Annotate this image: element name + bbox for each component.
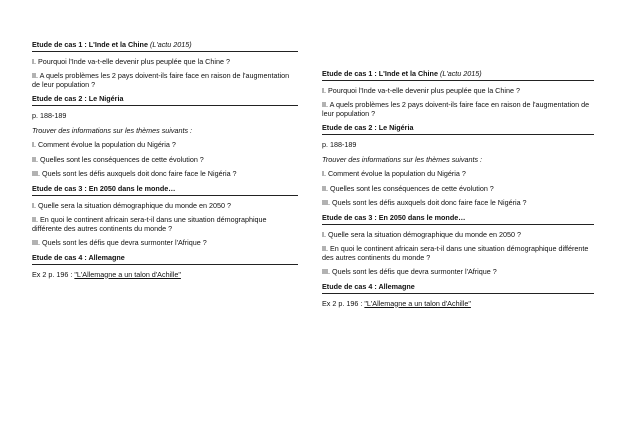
case-3-question-3: III. Quels sont les défis que devra surmonter l'Afrique ? <box>322 267 497 277</box>
case-3-title: Etude de cas 3 : En 2050 dans le monde… <box>322 214 594 225</box>
case-2-question-1: I. Comment évolue la population du Nigéria ? <box>322 169 466 179</box>
case-2-question-3: III. Quels sont les défis auxquels doit donc faire face le Nigéria ? <box>32 169 237 179</box>
case-1-heading: Etude de cas 1 : L'Inde et la Chine <box>322 69 438 78</box>
worksheet-right <box>322 70 594 314</box>
case-4-exercise <box>322 300 594 309</box>
case-3-question-2: II. En quoi le continent africain sera-t-il dans une situation démographique différente des autres continents du monde ? <box>32 215 267 233</box>
case-1-title <box>322 70 594 81</box>
case-4-title: Etude de cas 4 : Allemagne <box>32 254 298 265</box>
case-3-question-2: II. En quoi le continent africain sera-t-il dans une situation démographique différente des autres continents du monde ? <box>322 244 589 262</box>
case-4-exercise <box>32 271 298 280</box>
worksheet-left <box>32 41 298 285</box>
case-2-question-2: II. Quelles sont les conséquences de cette évolution ? <box>322 183 494 193</box>
case-4-exercise-label: Ex 2 p. 196 : <box>322 298 365 308</box>
case-2-pages: p. 188-189 <box>32 110 67 120</box>
case-1-source: (L'actu 2015) <box>149 40 192 49</box>
case-4-reference: "L'Allemagne a un talon d'Achille" <box>74 269 181 279</box>
case-2-question-1: I. Comment évolue la population du Nigéria ? <box>32 140 176 150</box>
case-1-question-2: II. A quels problèmes les 2 pays doivent-ils faire face en raison de l'augmentation de leur population ? <box>322 100 590 118</box>
case-3-question-1: I. Quelle sera la situation démographique du monde en 2050 ? <box>32 200 231 210</box>
case-1-question-1: I. Pourquoi l'Inde va-t-elle devenir plus peuplée que la Chine ? <box>322 85 520 95</box>
case-2-instruction: Trouver des informations sur les thèmes suivants : <box>32 125 193 135</box>
case-1-source: (L'actu 2015) <box>439 69 482 78</box>
case-3-question-3: III. Quels sont les défis que devra surmonter l'Afrique ? <box>32 238 207 248</box>
case-2-instruction: Trouver des informations sur les thèmes suivants : <box>322 154 483 164</box>
case-4-title: Etude de cas 4 : Allemagne <box>322 283 594 294</box>
case-4-exercise-label: Ex 2 p. 196 : <box>32 269 75 279</box>
case-1-question-1: I. Pourquoi l'Inde va-t-elle devenir plus peuplée que la Chine ? <box>32 56 230 66</box>
case-2-question-2: II. Quelles sont les conséquences de cette évolution ? <box>32 154 204 164</box>
case-1-heading: Etude de cas 1 : L'Inde et la Chine <box>32 40 148 49</box>
case-1-question-2: II. A quels problèmes les 2 pays doivent-ils faire face en raison de l'augmentation de leur population ? <box>32 71 290 89</box>
case-2-title: Etude de cas 2 : Le Nigéria <box>32 95 298 106</box>
case-3-question-1: I. Quelle sera la situation démographique du monde en 2050 ? <box>322 229 521 239</box>
case-1-title <box>32 41 298 52</box>
case-2-title: Etude de cas 2 : Le Nigéria <box>322 124 594 135</box>
case-3-title: Etude de cas 3 : En 2050 dans le monde… <box>32 185 298 196</box>
case-2-question-3: III. Quels sont les défis auxquels doit donc faire face le Nigéria ? <box>322 198 527 208</box>
case-2-pages: p. 188-189 <box>322 139 357 149</box>
case-4-reference: "L'Allemagne a un talon d'Achille" <box>364 298 471 308</box>
